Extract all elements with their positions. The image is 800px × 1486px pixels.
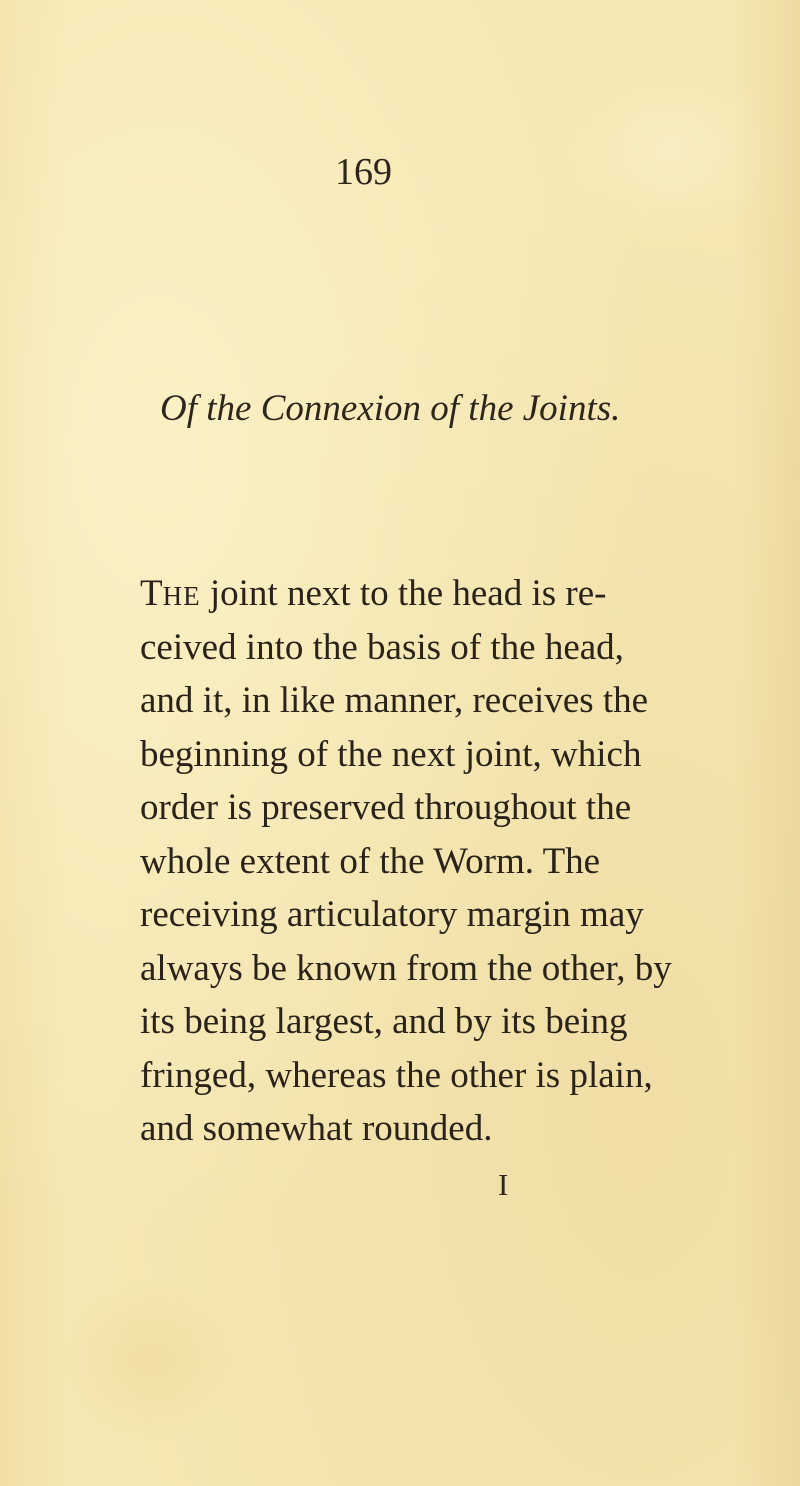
text-line	[140, 572, 606, 615]
chapter-title: Of the Connexion of the Joints.	[160, 388, 621, 429]
catchword: I	[498, 1167, 509, 1202]
text-line: and somewhat rounded.	[140, 1108, 493, 1149]
text-line: its being largest, and by its being	[140, 1001, 628, 1042]
text-line: ceived into the basis of the head,	[140, 627, 624, 668]
page-number: 169	[335, 151, 392, 193]
text-line-content: joint next to the head is re-	[200, 573, 607, 614]
drop-word-initial: T	[140, 573, 163, 614]
text-line: and it, in like manner, receives the	[140, 680, 649, 721]
text-line: beginning of the next joint, which	[140, 734, 642, 775]
text-line: order is preserved throughout the	[140, 787, 632, 828]
text-line: whole extent of the Worm. The	[140, 841, 601, 882]
drop-word-rest: HE	[162, 581, 201, 611]
text-line: receiving articulatory margin may	[140, 894, 644, 935]
text-line: fringed, whereas the other is plain,	[140, 1055, 653, 1096]
paper-stain	[60, 1280, 240, 1440]
paper-stain	[560, 60, 780, 240]
text-line: always be known from the other, by	[140, 948, 672, 989]
